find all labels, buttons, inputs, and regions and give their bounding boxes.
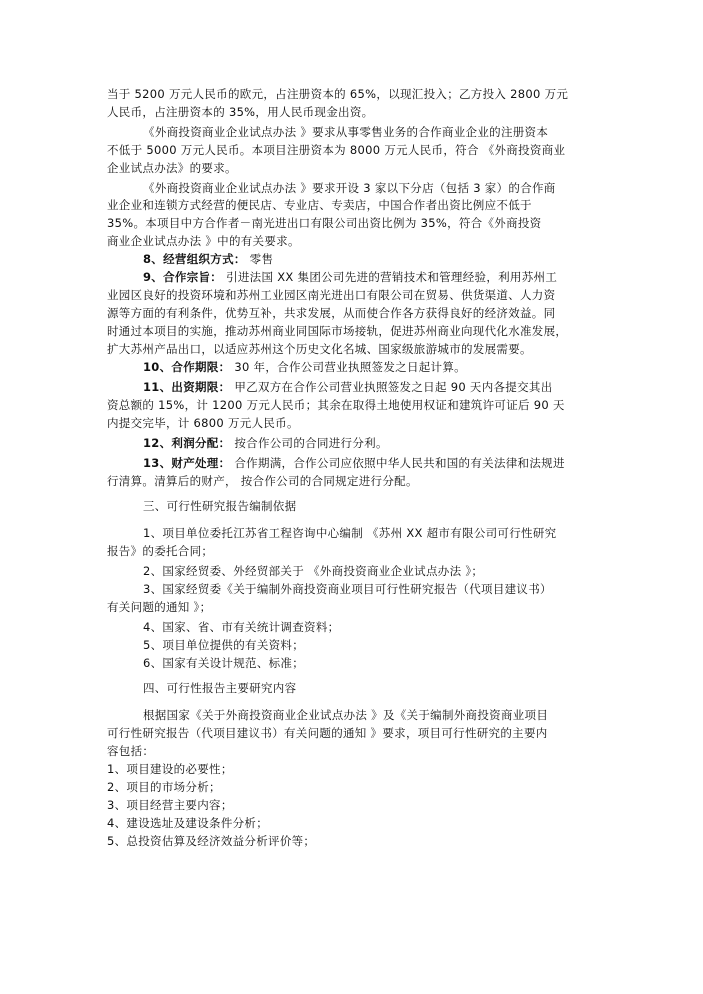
- text-span: 4、建设选址及建设条件分析；: [107, 816, 269, 830]
- list-item: [107, 797, 233, 814]
- list-item: [107, 761, 233, 778]
- text-span: 商业企业试点办法 》中的有关要求。: [107, 234, 300, 248]
- text-line: [107, 215, 541, 232]
- text-span: 甲乙双方在合作公司营业执照签发之日起 90 天内各提交其出: [230, 380, 553, 394]
- text-line: [107, 341, 532, 358]
- text-line: [143, 455, 565, 472]
- text-line: [107, 197, 532, 214]
- text-span: 5、总投资估算及经济效益分析评价等；: [107, 834, 316, 848]
- text-span: 时通过本项目的实施，推动苏州商业同国际市场接轨，促进苏州商业向现代化水准发展，: [107, 324, 568, 338]
- text-line: [107, 160, 237, 177]
- text-line: [143, 435, 388, 452]
- list-item: [143, 637, 304, 654]
- text-span: 不低于 5000 万元人民币。本项目注册资本为 8000 万元人民币，符合 《外商投资商业: [107, 143, 566, 157]
- text-span: 报告》的委托合同；: [107, 544, 214, 558]
- text-span: 业企业和连锁方式经营的便民店、专业店、专卖店，中国合作者出资比例应不低于: [107, 198, 532, 212]
- text-span: 业园区良好的投资环境和苏州工业园区南光进出口有限公司在贸易、供货渠道、人力资: [107, 288, 556, 302]
- text-line: [143, 269, 557, 286]
- text-span: 三、可行性研究报告编制依据: [143, 499, 297, 513]
- text-span: 《外商投资商业企业试点办法 》要求开设 3 家以下分店（包括 3 家）的合作商: [143, 181, 556, 195]
- text-span: 四、可行性报告主要研究内容: [143, 681, 297, 695]
- text-line: [107, 725, 548, 742]
- text-span-bold: 8、经营组织方式：: [143, 252, 246, 266]
- text-line: [143, 379, 553, 396]
- list-item: [143, 619, 339, 636]
- section-heading: [143, 680, 296, 697]
- text-span: 资总额的 15%，计 1200 万元人民币；其余在取得土地使用权证和建筑许可证后 90 天: [107, 398, 565, 412]
- text-line: [107, 142, 565, 159]
- text-line: [107, 323, 567, 340]
- list-item: [107, 815, 268, 832]
- list-item: [143, 563, 483, 580]
- list-item: [143, 655, 304, 672]
- text-line: [107, 743, 154, 760]
- text-span: 人民币，占注册资本的 35%，用人民币现金出资。: [107, 105, 374, 119]
- text-line: [143, 124, 548, 141]
- text-line: [143, 359, 466, 376]
- text-span: 根据国家《关于外商投资商业企业试点办法 》及《关于编制外商投资商业项目: [143, 708, 549, 722]
- text-line: [107, 104, 373, 121]
- text-line: [107, 599, 211, 616]
- text-span: 容包括：: [107, 744, 155, 758]
- text-span: 源等方面的有利条件，优势互补，共求发展，从而使合作各方获得良好的经济效益。同: [107, 306, 556, 320]
- text-span: 30 年，合作公司营业执照签发之日起计算。: [230, 360, 466, 374]
- text-line: [107, 233, 300, 250]
- text-span: 引进法国 XX 集团公司先进的营销技术和管理经验，利用苏州工: [222, 270, 558, 284]
- text-span: 零售: [245, 252, 274, 266]
- text-span: 4、国家、省、市有关统计调查资料；: [143, 620, 340, 634]
- text-span: 《外商投资商业企业试点办法 》要求从事零售业务的合作商业企业的注册资本: [143, 125, 549, 139]
- text-span-bold: 13、财产处理：: [143, 456, 231, 470]
- text-span: 按合作公司的合同进行分利。: [230, 436, 388, 450]
- section-heading: [143, 498, 296, 515]
- text-span: 6、国家有关设计规范、标准；: [143, 656, 305, 670]
- text-span: 行清算。清算后的财产， 按合作公司的合同规定进行分配。: [107, 474, 418, 488]
- list-item: [107, 833, 315, 850]
- text-line: [107, 305, 555, 322]
- text-span: 3、国家经贸委《关于编制外商投资商业项目可行性研究报告（代项目建议书）: [143, 582, 552, 596]
- text-span: 2、国家经贸委、外经贸部关于 《外商投资商业企业试点办法 》；: [143, 564, 484, 578]
- text-line: [143, 707, 548, 724]
- text-span: 可行性研究报告（代项目建议书）有关问题的通知 》要求，项目可行性研究的主要内: [107, 726, 548, 740]
- text-span: 有关问题的通知 》；: [107, 600, 212, 614]
- text-span: 2、项目的市场分析；: [107, 780, 221, 794]
- list-item: [143, 581, 552, 598]
- text-line: [107, 473, 418, 490]
- text-line: [107, 86, 568, 103]
- text-line: [107, 397, 565, 414]
- text-span: 1、项目单位委托江苏省工程咨询中心编制 《苏州 XX 超市有限公司可行性研究: [143, 526, 557, 540]
- text-span: 扩大苏州产品出口，以适应苏州这个历史文化名城、国家级旅游城市的发展需要。: [107, 342, 532, 356]
- text-line: [143, 180, 556, 197]
- text-span: 当于 5200 万元人民币的欧元，占注册资本的 65%，以现汇投入；乙方投入 2800 万元: [107, 87, 569, 101]
- list-item: [107, 779, 221, 796]
- text-span-bold: 11、出资期限：: [143, 380, 231, 394]
- text-span-bold: 12、利润分配：: [143, 436, 231, 450]
- text-span: 内提交完毕，计 6800 万元人民币。: [107, 416, 299, 430]
- text-span: 1、项目建设的必要性；: [107, 762, 233, 776]
- text-span-bold: 9、合作宗旨：: [143, 270, 223, 284]
- text-span: 企业试点办法》的要求。: [107, 161, 237, 175]
- text-span: 5、项目单位提供的有关资料；: [143, 638, 305, 652]
- text-line: [107, 415, 299, 432]
- text-span: 35%。本项目中方合作者－南光进出口有限公司出资比例为 35%，符合《外商投资: [107, 216, 542, 230]
- text-line: [107, 287, 555, 304]
- text-span-bold: 10、合作期限：: [143, 360, 231, 374]
- list-item: [143, 525, 556, 542]
- text-span: 合作期满，合作公司应依照中华人民共和国的有关法律和法规进: [230, 456, 565, 470]
- text-span: 3、项目经营主要内容；: [107, 798, 233, 812]
- text-line: [143, 251, 273, 268]
- text-line: [107, 543, 213, 560]
